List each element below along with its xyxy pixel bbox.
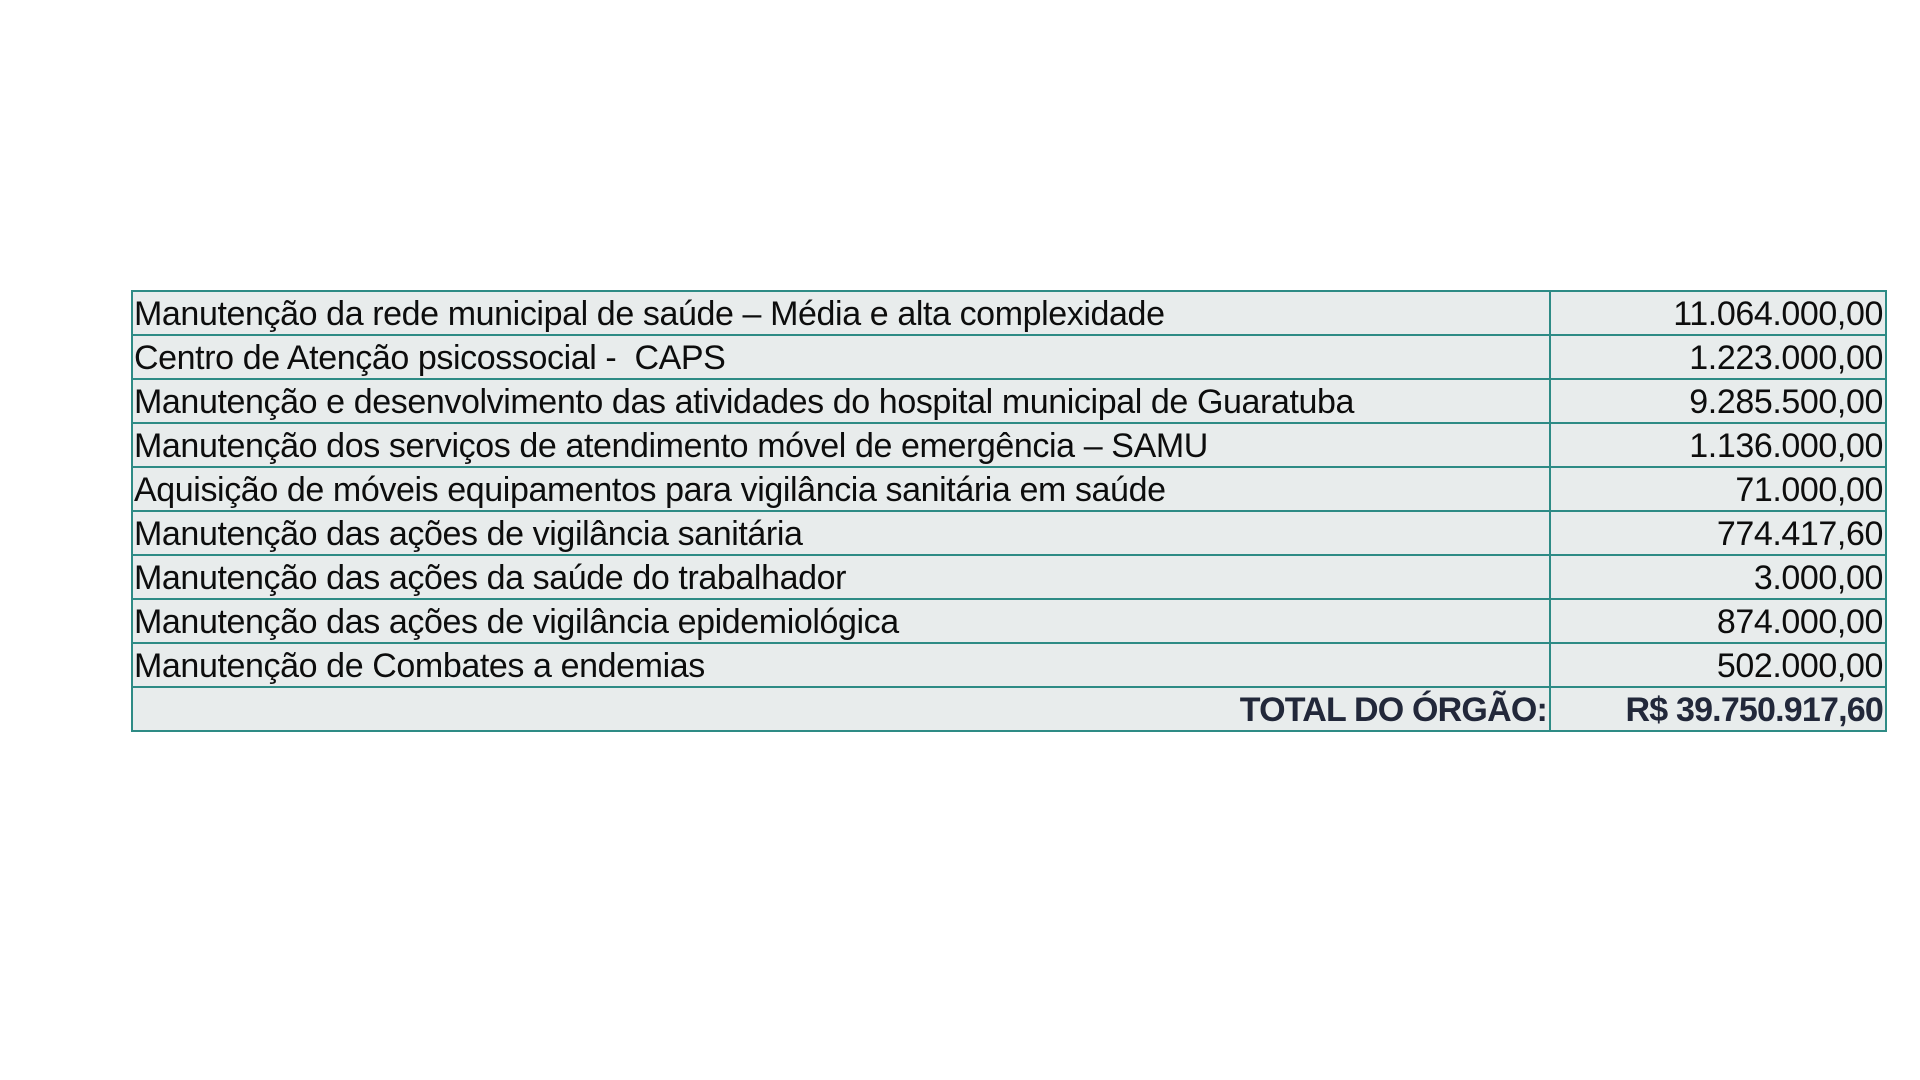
row-value: 1.136.000,00: [1550, 423, 1886, 467]
row-description: Manutenção dos serviços de atendimento móvel de emergência – SAMU: [132, 423, 1550, 467]
row-value: 874.000,00: [1550, 599, 1886, 643]
row-description: Aquisição de móveis equipamentos para vigilância sanitária em saúde: [132, 467, 1550, 511]
table-row: [132, 599, 1886, 643]
row-description: Manutenção de Combates a endemias: [132, 643, 1550, 687]
total-row: [132, 687, 1886, 731]
table-row: [132, 379, 1886, 423]
row-value: 71.000,00: [1550, 467, 1886, 511]
table-row: [132, 291, 1886, 335]
row-value: 11.064.000,00: [1550, 291, 1886, 335]
row-description: Manutenção das ações da saúde do trabalhador: [132, 555, 1550, 599]
row-value: 9.285.500,00: [1550, 379, 1886, 423]
row-description: Manutenção e desenvolvimento das atividades do hospital municipal de Guaratuba: [132, 379, 1550, 423]
row-description: Manutenção da rede municipal de saúde – Média e alta complexidade: [132, 291, 1550, 335]
row-description: Manutenção das ações de vigilância epidemiológica: [132, 599, 1550, 643]
total-value: R$ 39.750.917,60: [1550, 687, 1886, 731]
row-description: Centro de Atenção psicossocial - CAPS: [132, 335, 1550, 379]
table-row: [132, 467, 1886, 511]
table-row: [132, 555, 1886, 599]
row-value: 502.000,00: [1550, 643, 1886, 687]
table-row: [132, 643, 1886, 687]
table-row: [132, 423, 1886, 467]
table-row: [132, 335, 1886, 379]
table-row: [132, 511, 1886, 555]
row-description: Manutenção das ações de vigilância sanitária: [132, 511, 1550, 555]
total-label: TOTAL DO ÓRGÃO:: [132, 687, 1550, 731]
row-value: 3.000,00: [1550, 555, 1886, 599]
row-value: 1.223.000,00: [1550, 335, 1886, 379]
row-value: 774.417,60: [1550, 511, 1886, 555]
budget-table: [131, 290, 1887, 732]
